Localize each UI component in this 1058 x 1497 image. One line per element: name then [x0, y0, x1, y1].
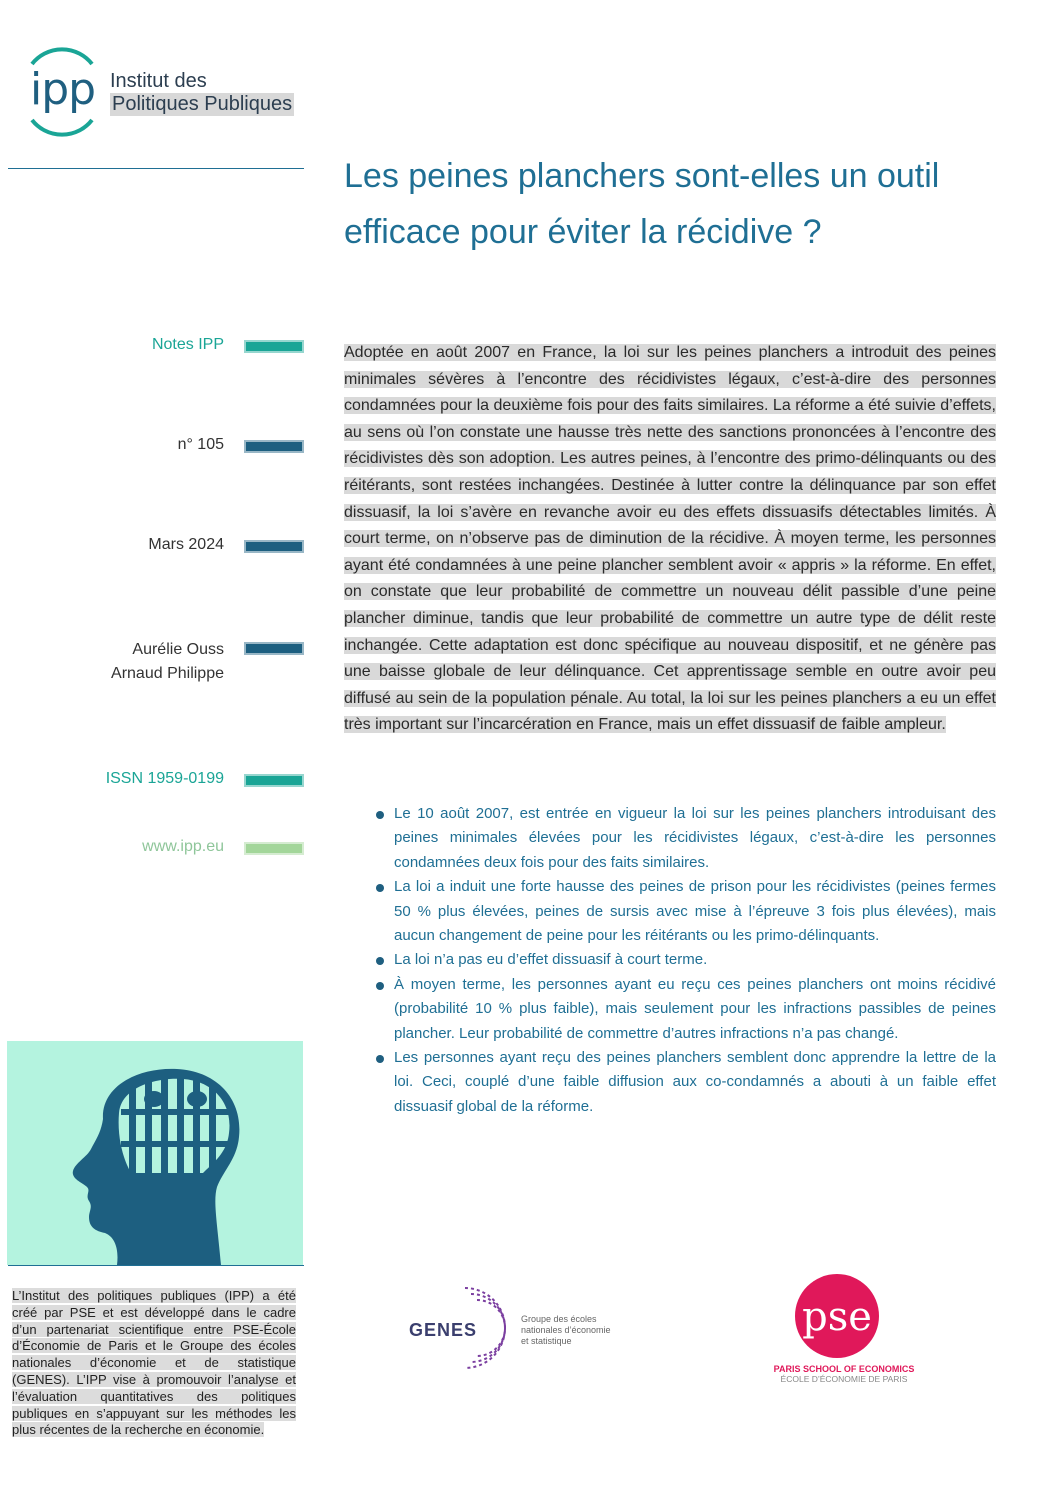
series-color-bar [244, 340, 304, 353]
key-point-text: À moyen terme, les personnes ayant eu reçu ces peines planchers ont moins récidivé (probabilité 10 % plus faible), mais seulement pour les infractions passibles de peines plancher. Leur probabilité de commettre d’autres infractions n’a pas changé. [394, 975, 996, 1042]
issn-color-bar [244, 774, 304, 787]
issue-number: n° 105 [177, 436, 224, 453]
head-prison-bars-icon [7, 1041, 303, 1265]
series-row [20, 336, 310, 358]
about-text: L’Institut des politiques publiques (IPP) a été créé par PSE et est développé dans le cadre d’un partenariat scientifique entre PSE-École d’Économie de Paris et le Groupe des écoles nationales d’économie et de statistique (GENES). L’IPP vise à promouvoir l’analyse et l’évaluation quantitatives des politiques publiques en s’appuyant sur les méthodes les plus récentes de la recherche en économie. [12, 1288, 296, 1438]
date-row [20, 536, 310, 558]
website-color-bar [244, 842, 304, 855]
key-point [372, 1046, 996, 1119]
genes-wordmark: GENES [409, 1320, 478, 1340]
bullet-icon [376, 884, 384, 892]
key-points-list [372, 802, 996, 1119]
key-point-text: Le 10 août 2007, est entrée en vigueur la loi sur les peines planchers introduisant des peines minimales élevées pour les récidivistes légaux, c’est-à-dire les personnes condamnées deux fois pour des faits similaires. [394, 805, 996, 871]
ipp-logo-name-line1: Institut des [110, 70, 207, 92]
website-row [20, 838, 310, 860]
issn-label: ISSN 1959-0199 [105, 770, 224, 787]
pse-logo-letters: pse [802, 1294, 872, 1340]
bullet-icon [376, 957, 384, 965]
issn-row [20, 770, 310, 792]
authors-color-bar [244, 642, 304, 655]
key-point [372, 973, 996, 1046]
genes-tagline [521, 1314, 611, 1347]
genes-logo [405, 1282, 625, 1374]
footer-divider [8, 1265, 304, 1266]
ipp-logo [22, 42, 312, 146]
genes-tagline-line: et statistique [521, 1336, 572, 1346]
header-divider [8, 168, 304, 169]
key-point-text: La loi a induit une forte hausse des peines de prison pour les récidivistes (peines fermes 50 % plus élevées, peines de sursis avec mise à l’épreuve 3 fois plus élevées), mais aucun changement de peine pour les réitérants ou les primo-délinquants. [394, 878, 996, 945]
abstract-text: Adoptée en août 2007 en France, la loi sur les peines planchers a introduit des peines minimales sévères à l’encontre des récidivistes légaux, c’est-à-dire des personnes condamnées pour la deuxième fois pour des faits similaires. La réforme a été suivie d’effets, au sens où l’on constate une hausse très nette des sanctions prononcées à l’encontre des récidivistes dès son adoption. Les autres peines, à l’encontre des primo-délinquants ou des réitérants, sont restées inchangées. Destinée à lutter contre la délinquance par son effet dissuasif, la loi s’avère en revanche avoir eu des effets dissuasifs détectables limités. À court terme, on n’observe pas de diminution de la récidive. À moyen terme, les personnes ayant été condamnées à une peine plancher semblent avoir « appris » la réforme. En effet, on constate que leur probabilité de commettre un nouveau délit passible d’une peine plancher diminue, tandis que leur probabilité de commettre un autre type de délit reste inchangée. Cette adaptation est donc spécifique au nouveau dispositif, et ne génère pas une baisse globale de leur délinquance. Cet apprentissage semble en outre avoir peu diffusé au sein de la population pénale. Au total, la loi sur les peines planchers a eu un effet très important sur l’incarcération en France, mais un effet dissuasif de faible ampleur. [344, 344, 996, 734]
pse-circle-icon [760, 1272, 930, 1362]
key-point [372, 875, 996, 948]
authors [111, 638, 224, 686]
bullet-icon [376, 811, 384, 819]
date-color-bar [244, 540, 304, 553]
bullet-icon [376, 982, 384, 990]
key-point [372, 802, 996, 875]
ipp-logo-letters: ipp [30, 64, 96, 115]
website-link[interactable]: www.ipp.eu [142, 838, 224, 855]
pse-name: PARIS SCHOOL OF ECONOMICS [773, 1364, 915, 1374]
pse-name-fr: ÉCOLE D’ÉCONOMIE DE PARIS [780, 1374, 908, 1384]
pse-logo [760, 1272, 930, 1387]
author-name: Aurélie Ouss [132, 641, 224, 658]
key-point-text: Les personnes ayant reçu des peines planchers semblent donc apprendre la lettre de la loi. Ceci, couplé d’une faible diffusion aux co-condamnés a abouti à un faible effet dissuasif global de la réforme. [394, 1049, 996, 1115]
author-name: Arnaud Philippe [111, 665, 224, 682]
series-label: Notes IPP [151, 336, 224, 353]
bullet-icon [376, 1055, 384, 1063]
ipp-logo-name-line2: Politiques Publiques [112, 93, 293, 115]
genes-tagline-line: Groupe des écoles [521, 1314, 597, 1324]
page-title: Les peines planchers sont-elles un outil efficace pour éviter la récidive ? [344, 157, 940, 251]
key-point-text: La loi n’a pas eu d’effet dissuasif à court terme. [394, 951, 708, 969]
number-color-bar [244, 440, 304, 453]
about-ipp [12, 1288, 296, 1439]
key-point [372, 948, 996, 972]
abstract [344, 340, 996, 739]
illustration-panel [7, 1041, 303, 1265]
publication-date: Mars 2024 [148, 536, 224, 553]
genes-tagline-line: nationales d’économie [521, 1325, 611, 1335]
number-row [20, 436, 310, 458]
